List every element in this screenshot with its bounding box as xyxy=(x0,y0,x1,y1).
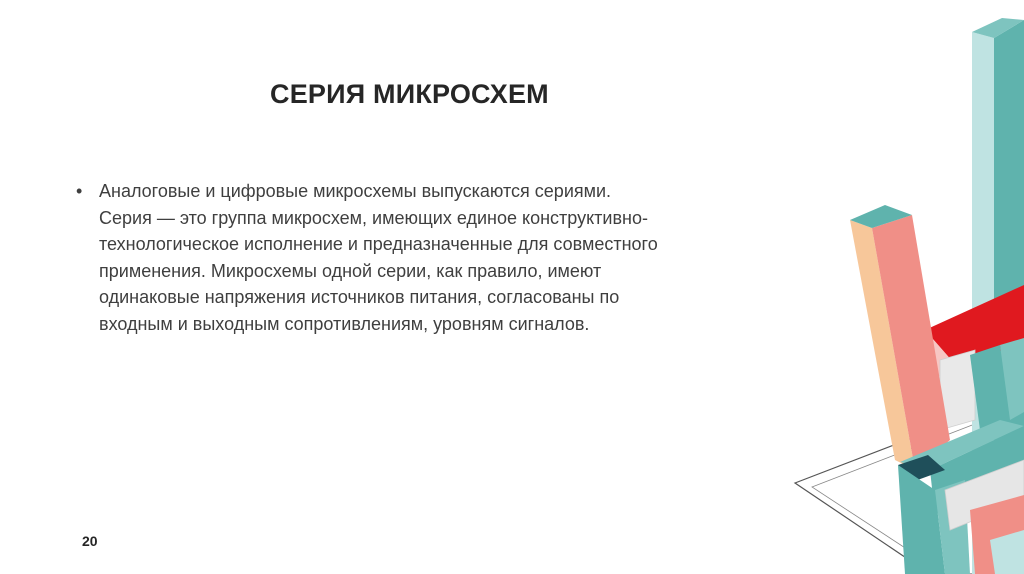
bullet-list xyxy=(76,178,756,337)
slide-title: СЕРИЯ МИКРОСХЕМ xyxy=(270,79,549,109)
bullet-line: входным и выходным сопротивлениям, уровням сигналов. xyxy=(99,313,590,334)
page-number: 20 xyxy=(82,533,98,549)
bullet-line: Серия — это группа микросхем, имеющих единое конструктивно- xyxy=(99,207,648,228)
bullet-line: одинаковые напряжения источников питания, согласованы по xyxy=(99,287,620,307)
isometric-blocks-decoration xyxy=(780,0,1024,574)
bullet-marker: • xyxy=(76,181,83,201)
bullet-item xyxy=(76,178,756,337)
bullet-line: применения. Микросхемы одной серии, как правило, имеют xyxy=(99,260,602,281)
bullet-line: Аналоговые и цифровые микросхемы выпускаются сериями. xyxy=(99,181,612,201)
bullet-line: технологическое исполнение и предназначенные для совместного xyxy=(99,234,658,254)
